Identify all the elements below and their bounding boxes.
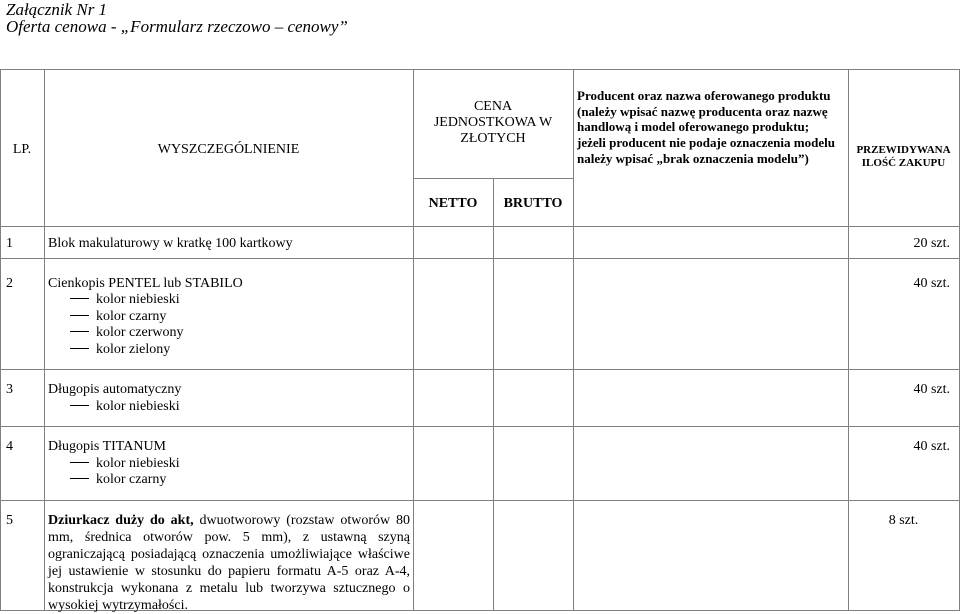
variant-item: kolor niebieski: [70, 292, 180, 308]
col-header-price-line: JEDNOSTKOWA W: [433, 115, 553, 130]
item-quantity: 40 szt.: [913, 382, 950, 397]
row-divider: [0, 500, 960, 501]
item-name: Dziurkacz duży do akt,: [48, 513, 194, 528]
dash-bullet-icon: [70, 462, 89, 463]
col-header-producer-note: jeżeli producent nie podaje oznaczenia modelu: [577, 135, 835, 150]
row-number: 3: [6, 382, 13, 397]
col-header-quantity: ILOŚĆ ZAKUPU: [861, 157, 946, 169]
col-header-netto: NETTO: [428, 196, 478, 211]
document-title: Oferta cenowa - „Formularz rzeczowo – cenowy”: [6, 17, 348, 36]
item-details: dwuotworowy (rozstaw otworów 80 mm, średnica otworów pow. 5 mm), z ustawną szyną ograniczającą posiadającą oznaczenia umożliwiające właściwe jej ustawienie w stosunku do papieru formatu A-5 oraz A-4, konstrukcja wykonana z metalu lub tworzywa sztucznego o wysokiej wytrzymałości.: [48, 513, 411, 613]
variant-item: kolor zielony: [70, 342, 170, 358]
col-header-item: WYSZCZEGÓLNIENIE: [157, 142, 300, 157]
row-divider: [0, 369, 960, 370]
row-number: 5: [6, 513, 13, 528]
row-number: 2: [6, 276, 13, 291]
item-quantity: 40 szt.: [913, 439, 950, 454]
item-quantity: 8 szt.: [888, 513, 919, 528]
col-divider: [573, 69, 574, 611]
dash-bullet-icon: [70, 315, 89, 316]
variant-item: kolor czarny: [70, 309, 166, 325]
item-name: Długopis automatyczny: [48, 382, 182, 397]
table-border-top: [0, 69, 960, 70]
col-divider: [413, 69, 414, 611]
dash-bullet-icon: [70, 348, 89, 349]
row-number: 4: [6, 439, 13, 454]
attachment-label: Załącznik Nr 1: [6, 0, 108, 19]
col-header-producer-note: (należy wpisać nazwę producenta oraz nazwę: [577, 104, 828, 119]
header-bottom-line: [0, 226, 960, 227]
col-header-producer-note: handlową i model oferowanego produktu;: [577, 119, 810, 134]
row-divider: [0, 258, 960, 259]
variant-item: kolor czarny: [70, 472, 166, 488]
item-name: Cienkopis PENTEL lub STABILO: [48, 276, 243, 291]
col-header-quantity: PRZEWIDYWANA: [856, 144, 951, 156]
item-quantity: 40 szt.: [913, 276, 950, 291]
col-header-producer-note: należy wpisać „brak oznaczenia modelu”): [577, 151, 809, 166]
col-header-brutto: BRUTTO: [503, 196, 563, 211]
item-name: Blok makulaturowy w kratkę 100 kartkowy: [48, 236, 293, 251]
col-header-price-line: CENA: [473, 99, 513, 114]
dash-bullet-icon: [70, 405, 89, 406]
col-header-producer-title: Producent oraz nazwa oferowanego produktu: [577, 88, 831, 103]
dash-bullet-icon: [70, 298, 89, 299]
col-divider: [493, 178, 494, 611]
variant-item: kolor niebieski: [70, 399, 180, 415]
row-divider: [0, 426, 960, 427]
row-number: 1: [6, 236, 13, 251]
item-name: Długopis TITANUM: [48, 439, 167, 454]
item-description: [48, 512, 410, 614]
variant-item: kolor niebieski: [70, 456, 180, 472]
dash-bullet-icon: [70, 331, 89, 332]
col-header-price-line: ZŁOTYCH: [460, 131, 526, 146]
item-quantity: 20 szt.: [913, 236, 950, 251]
col-header-lp: LP.: [12, 142, 32, 157]
variant-item: kolor czerwony: [70, 325, 183, 341]
dash-bullet-icon: [70, 478, 89, 479]
